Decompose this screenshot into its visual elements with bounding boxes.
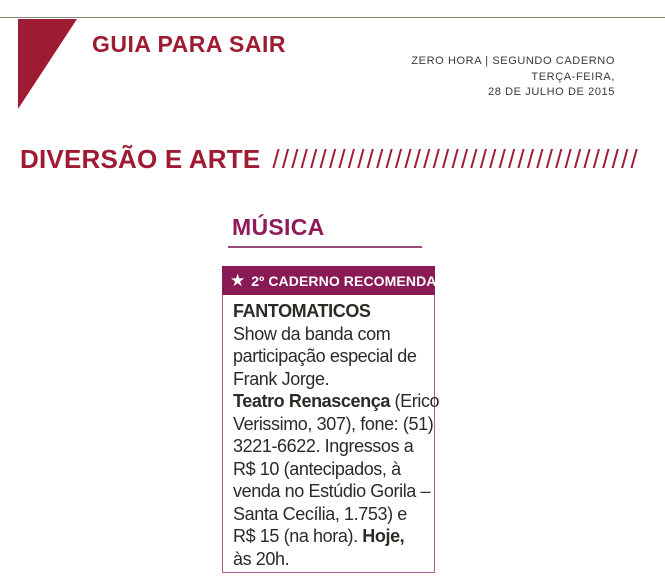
listing-text-line: R$ 10 (antecipados, à — [233, 458, 401, 479]
listing-body — [223, 295, 440, 570]
star-icon: ★ — [230, 271, 246, 290]
diagonal-slashes-pattern: /////////////////////////////////////// — [272, 144, 640, 174]
masthead-title: GUIA PARA SAIR — [92, 31, 286, 57]
listing-text-line: Frank Jorge. — [233, 368, 330, 389]
listing-text-line: Verissimo, 307), fone: (51) — [233, 413, 434, 434]
listing-text-line: FANTOMATICOS — [233, 301, 371, 321]
section-title: DIVERSÃO E ARTE — [20, 144, 261, 174]
listing-text-line: 3221-6622. Ingressos a — [233, 436, 414, 456]
listing-text-line: R$ 15 (na hora). Hoje, — [233, 526, 405, 546]
recommend-box — [222, 266, 440, 573]
recommend-box-header — [222, 266, 435, 295]
top-rule — [0, 17, 665, 18]
listing-text-line: venda no Estúdio Gorila – — [233, 481, 431, 501]
listing-text-line: Teatro Renascença (Erico — [233, 391, 440, 411]
publication-name: ZERO HORA | SEGUNDO CADERNO — [411, 55, 615, 67]
subsection-underline — [228, 246, 422, 248]
listing-text-line: participação especial de — [233, 346, 417, 366]
publication-date: 28 DE JULHO DE 2015 — [488, 86, 615, 98]
subsection-title-musica: MÚSICA — [232, 214, 325, 240]
section-header-row — [20, 144, 655, 175]
publication-weekday: TERÇA-FEIRA, — [531, 70, 615, 83]
listing-text-line: Santa Cecília, 1.753) e — [233, 503, 407, 524]
publication-info — [411, 54, 615, 101]
listing-text-line: às 20h. — [233, 548, 290, 569]
listing-text-line: Show da banda com — [233, 323, 391, 344]
recommend-box-label: 2º CADERNO RECOMENDA — [251, 272, 437, 289]
corner-triangle — [18, 19, 77, 109]
